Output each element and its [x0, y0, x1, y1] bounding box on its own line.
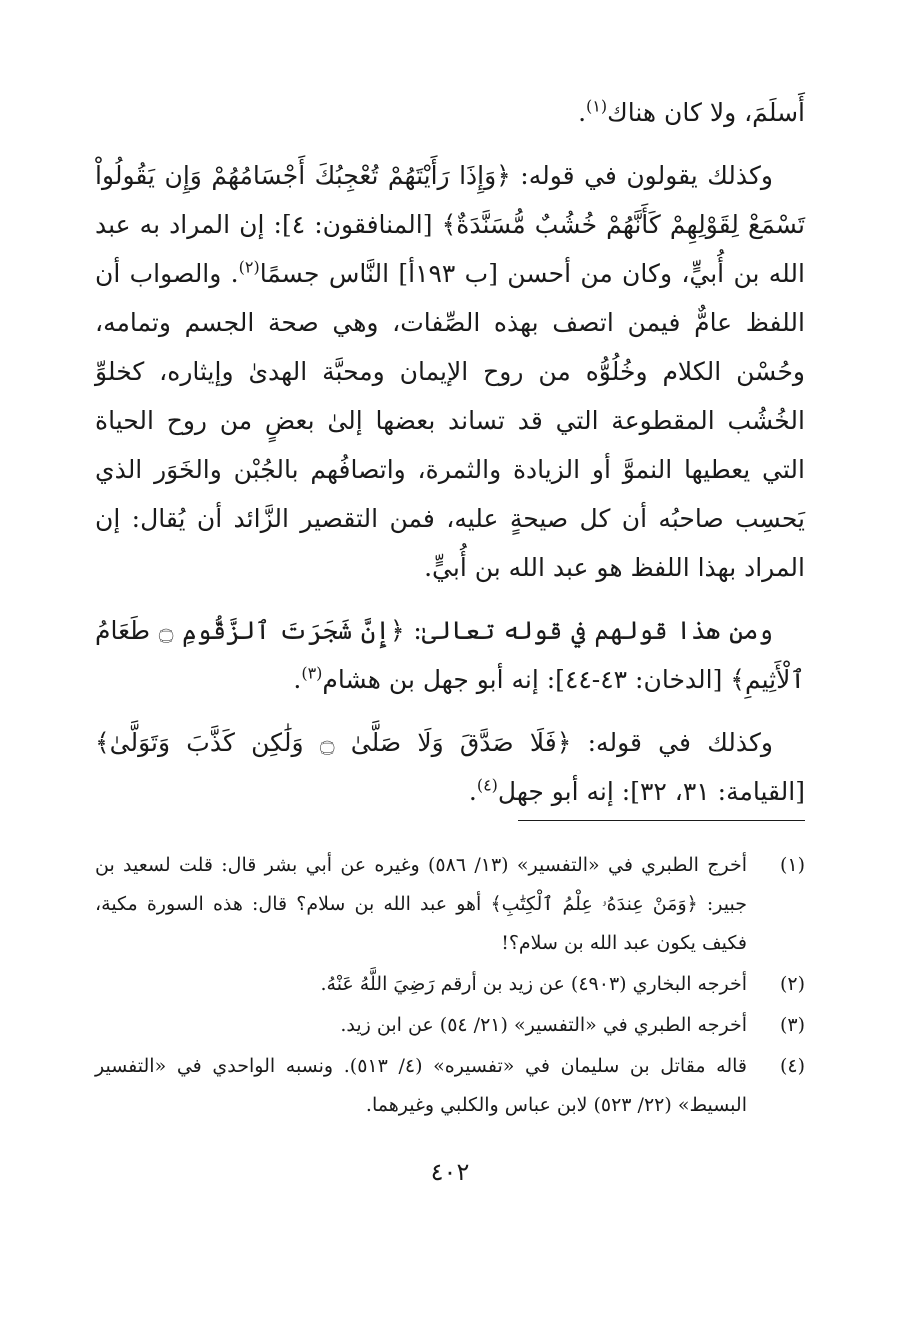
paragraph-3: [95, 606, 805, 704]
paragraph-2: [95, 151, 805, 592]
main-text: [95, 88, 805, 816]
footnote-ref-4[interactable]: (٤): [476, 775, 498, 795]
paragraph-1-text: أَسلَمَ، ولا كان هناك: [607, 98, 805, 127]
paragraph-3-end: .: [293, 665, 302, 694]
footnote-number: (١): [779, 854, 805, 876]
footnote-text: قاله مقاتل بن سليمان في «تفسيره» (٤/ ٥١٣). ونسبه الواحدي في «التفسير البسيط» (٢٢/ ٥٢٣) لابن عباس والكلبي وغيرهما.: [95, 1055, 747, 1116]
page-number: ٤٠٢: [430, 1158, 470, 1186]
paragraph-2-text-b: . والصواب أن اللفظ عامٌّ فيمن اتصف بهذه الصِّفات، وهي صحة الجسم وتمامه، وحُسْن الكلام وخُلُوُّه من روح الإيمان ومحبَّة الهدىٰ وإيثاره، كخلوِّ الخُشُب المقطوعة التي قد تساند بعضها إلىٰ بعضٍ من روح الحياة التي يعطيها النموَّ أو الزيادة والثمرة، واتصافُهم بالجُبْن والخَوَر الذي يَحسِب صاحبُه أن كل صيحةٍ عليه، فمن التقصير الزَّائد أن يُقال: إن المراد بهذا اللفظ هو عبد الله بن أُبيٍّ.: [95, 259, 805, 582]
paragraph-1: [95, 88, 805, 137]
paragraph-4-text: وكذلك في قوله: ﴿فَلَا صَدَّقَ وَلَا صَلَّىٰ ۝ وَلَٰكِن كَذَّبَ وَتَوَلَّىٰ﴾ [القيامة: ٣١، ٣٢]: إنه أبو جهل: [95, 728, 805, 806]
paragraph-1-end: .: [578, 98, 587, 127]
footnote-ref-3[interactable]: (٣): [301, 663, 323, 683]
footnote-number: (٢): [779, 973, 805, 995]
footnote-text: أخرجه البخاري (٤٩٠٣) عن زيد بن أرقم رَضِيَ اللَّهُ عَنْهُ.: [320, 973, 747, 995]
footnote-ref-2[interactable]: (٢): [238, 257, 260, 277]
paragraph-4: [95, 718, 805, 816]
footnotes: [95, 846, 805, 1127]
footnote-number: (٣): [779, 1014, 805, 1036]
footnote-1: [95, 846, 805, 963]
footnote-text: أخرجه الطبري في «التفسير» (٢١/ ٥٤) عن ابن زيد.: [340, 1014, 747, 1036]
footnote-4: [95, 1047, 805, 1125]
paragraph-2-text-a: وكذلك يقولون في قوله: ﴿وَإِذَا رَأَيْتَهُمْ تُعْجِبُكَ أَجْسَامُهُمْ وَإِن يَقُولُواْ تَسْمَعْ لِقَوْلِهِمْ كَأَنَّهُمْ خُشُبٌ مُّسَنَّدَةٌ﴾ [المنافقون: ٤]: إن المراد به عبد الله بن أُبيٍّ، وكان من أحسن [ب ١٩٣أ] النَّاس جسمًا: [95, 161, 805, 288]
footnote-text: أخرج الطبري في «التفسير» (١٣/ ٥٨٦) وغيره عن أبي بشر قال: قلت لسعيد بن جبير: ﴿وَمَنْ عِندَهُۥ عِلْمُ ٱلْكِتَٰبِ﴾ أهو عبد الله بن سلام؟ قال: هذه السورة مكية، فكيف يكون عبد الله بن سلام؟!: [95, 854, 747, 954]
footnote-ref-1[interactable]: (١): [586, 96, 608, 116]
paragraph-3-text: ومن هذا قولهم في قوله تعالىٰ: ﴿إِنَّ شَجَرَتَ ٱلزَّقُّومِ ۝ طَعَامُ ٱلْأَثِيمِ﴾ [الدخان: ٤٣-٤٤]: إنه أبو جهل بن هشام: [95, 616, 805, 694]
footnote-2: [95, 965, 805, 1004]
paragraph-4-end: .: [468, 777, 477, 806]
footnote-3: [95, 1006, 805, 1045]
footnote-divider: [518, 820, 805, 821]
footnote-number: (٤): [779, 1055, 805, 1077]
